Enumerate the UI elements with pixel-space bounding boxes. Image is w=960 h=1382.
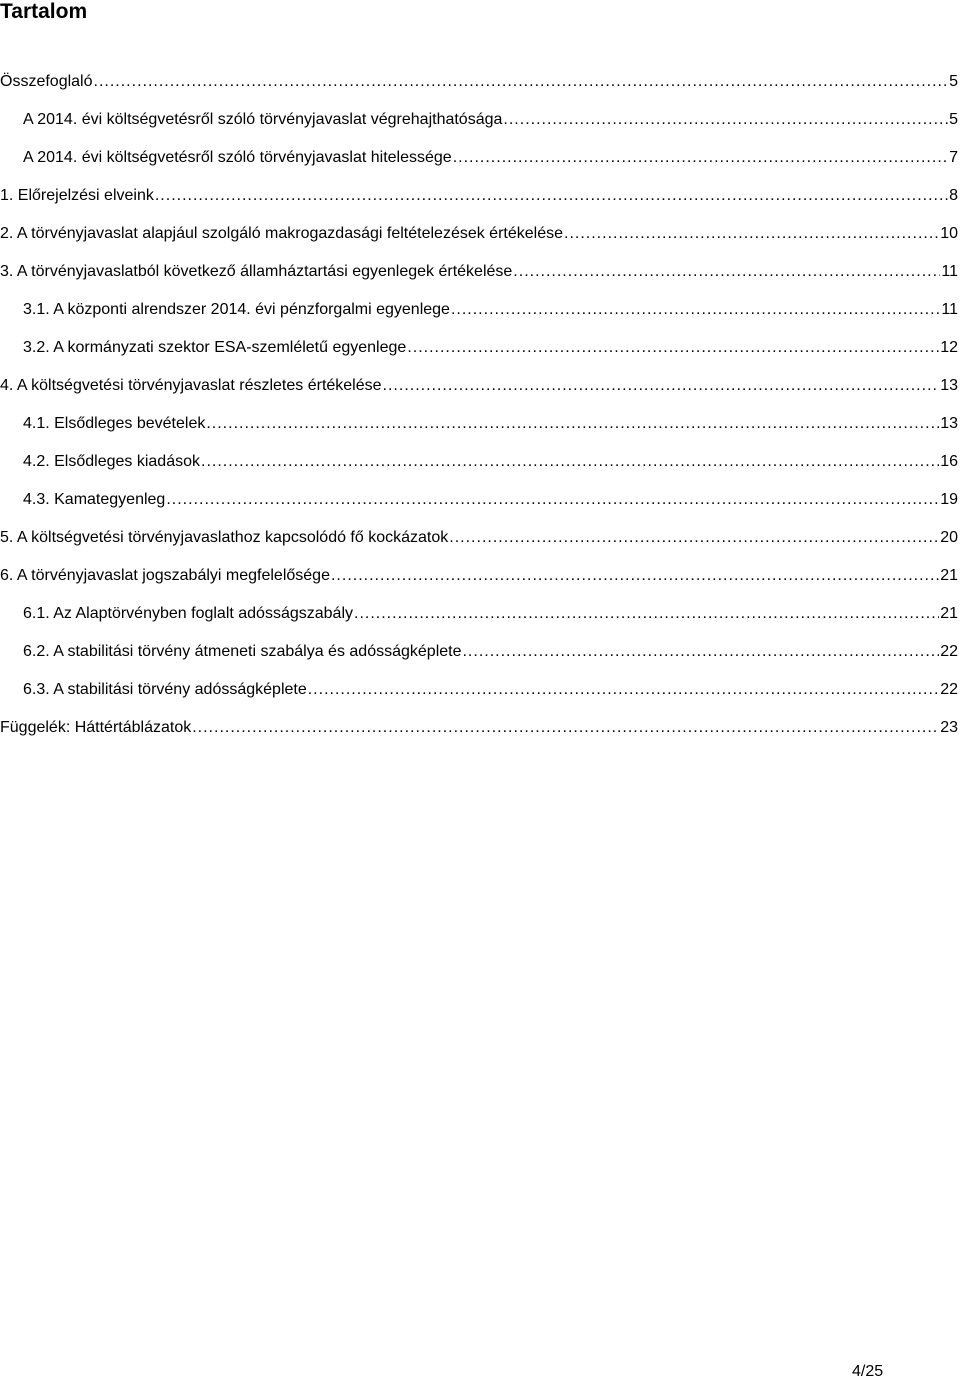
toc-leader-dots	[308, 678, 939, 702]
toc-leader-dots	[354, 602, 939, 626]
toc-entry[interactable]	[0, 640, 958, 664]
toc-entry-label: 6. A törvényjavaslat jogszabályi megfelelősége	[0, 567, 330, 584]
toc-entry[interactable]	[0, 184, 958, 208]
toc-entry-page: 23	[940, 719, 958, 736]
toc-entry-page: 8	[949, 187, 958, 204]
toc-leader-dots	[192, 716, 939, 740]
toc-entry[interactable]	[0, 260, 958, 284]
toc-entry-page: 13	[940, 377, 958, 394]
toc-entry-page: 11	[941, 263, 958, 280]
toc-leader-dots	[94, 70, 949, 94]
toc-entry-page: 22	[940, 681, 958, 698]
toc-leader-dots	[166, 488, 939, 512]
toc-entry-page: 7	[949, 149, 958, 166]
toc-entry[interactable]	[0, 716, 958, 740]
toc-entry[interactable]	[0, 488, 958, 512]
toc-entry-page: 11	[941, 301, 958, 318]
toc-entry-label: 4.3. Kamategyenleg	[23, 491, 166, 508]
toc-entry-label: 4.1. Elsődleges bevételek	[23, 415, 206, 432]
toc-leader-dots	[407, 336, 939, 360]
toc-leader-dots	[331, 564, 939, 588]
toc-entry-label: A 2014. évi költségvetésről szóló törvényjavaslat végrehajthatósága	[23, 111, 503, 128]
toc-entry[interactable]	[0, 70, 958, 94]
toc-leader-dots	[453, 146, 948, 170]
toc-entry-label: 2. A törvényjavaslat alapjául szolgáló makrogazdasági feltételezések értékelése	[0, 225, 563, 242]
toc-entry-page: 20	[940, 529, 958, 546]
toc-entry[interactable]	[0, 336, 958, 360]
toc-entry-label: 1. Előrejelzési elveink	[0, 187, 154, 204]
toc-entry-label: 3.1. A központi alrendszer 2014. évi pénzforgalmi egyenlege	[23, 301, 450, 318]
toc-entry-label: 6.1. Az Alaptörvényben foglalt adósságszabály	[23, 605, 353, 622]
toc-entry[interactable]	[0, 412, 958, 436]
toc-entry[interactable]	[0, 564, 958, 588]
toc-entry-page: 21	[940, 605, 958, 622]
toc-entry-label: 4. A költségvetési törvényjavaslat részletes értékelése	[0, 377, 382, 394]
toc-entry[interactable]	[0, 526, 958, 550]
toc-entry[interactable]	[0, 602, 958, 626]
toc-entry-label: 6.3. A stabilitási törvény adósságképlete	[23, 681, 307, 698]
toc-leader-dots	[451, 298, 940, 322]
toc-entry-page: 19	[940, 491, 958, 508]
toc-leader-dots	[201, 450, 939, 474]
toc-leader-dots	[564, 222, 939, 246]
toc-entry-label: 3. A törvényjavaslatból következő államháztartási egyenlegek értékelése	[0, 263, 513, 280]
toc-entry-label: Függelék: Háttértáblázatok	[0, 719, 192, 736]
toc-leader-dots	[155, 184, 948, 208]
toc-entry[interactable]	[0, 450, 958, 474]
toc-entry-label: 5. A költségvetési törvényjavaslathoz kapcsolódó fő kockázatok	[0, 529, 449, 546]
toc-leader-dots	[462, 640, 939, 664]
toc-entry-label: Összefoglaló	[0, 73, 93, 90]
toc-entry-page: 21	[940, 567, 958, 584]
toc-entry-page: 22	[940, 643, 958, 660]
toc-entry[interactable]	[0, 146, 958, 170]
toc-entry[interactable]	[0, 678, 958, 702]
toc-entry-label: 4.2. Elsődleges kiadások	[23, 453, 200, 470]
toc-entry-page: 10	[940, 225, 958, 242]
toc-entry-page: 13	[940, 415, 958, 432]
toc-entry-page: 5	[949, 111, 958, 128]
page-number: 4/25	[852, 1363, 884, 1380]
toc-entry-label: A 2014. évi költségvetésről szóló törvényjavaslat hitelessége	[23, 149, 452, 166]
toc-leader-dots	[383, 374, 940, 398]
toc-leader-dots	[449, 526, 939, 550]
toc-entry[interactable]	[0, 298, 958, 322]
toc-entry-label: 3.2. A kormányzati szektor ESA-szemléletű egyenlege	[23, 339, 407, 356]
toc-entry-page: 16	[940, 453, 958, 470]
toc-entry-page: 12	[940, 339, 958, 356]
toc-entry-page: 5	[949, 73, 958, 90]
toc-entry-label: 6.2. A stabilitási törvény átmeneti szabálya és adósságképlete	[23, 643, 462, 660]
toc-leader-dots	[503, 108, 948, 132]
toc-entry[interactable]	[0, 222, 958, 246]
toc-leader-dots	[513, 260, 940, 284]
page-title: Tartalom	[0, 0, 88, 23]
toc-entry[interactable]	[0, 108, 958, 132]
toc-entry[interactable]	[0, 374, 958, 398]
toc-leader-dots	[206, 412, 939, 436]
